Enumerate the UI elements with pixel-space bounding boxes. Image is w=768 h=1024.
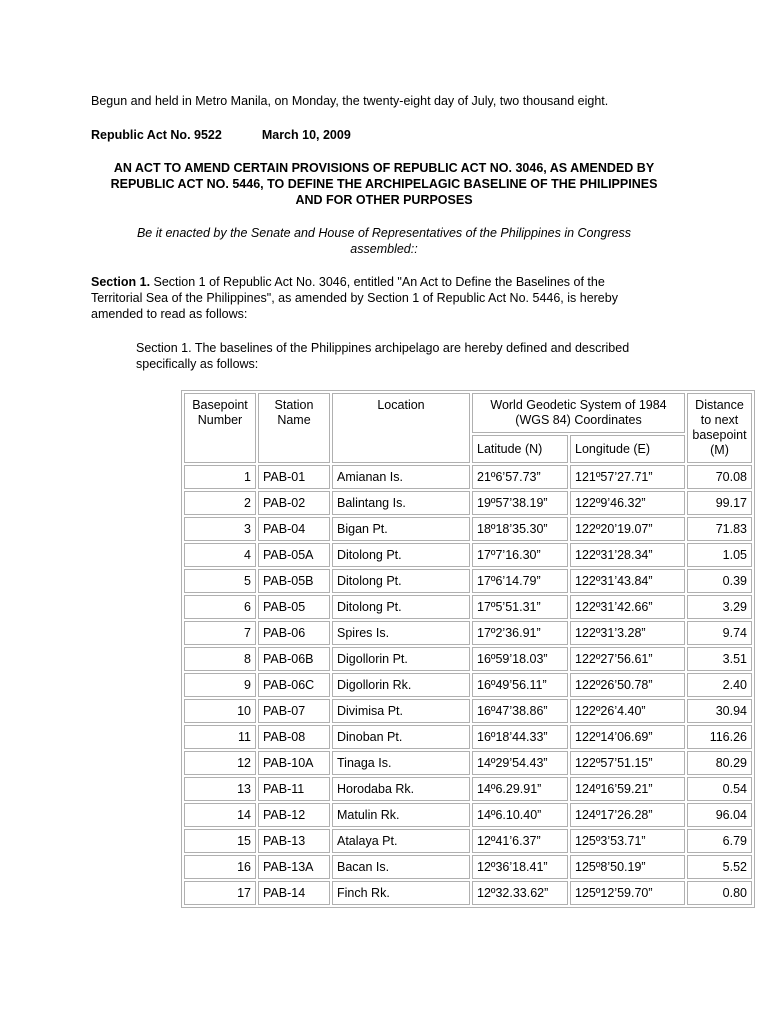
act-number: Republic Act No. 9522 <box>91 128 222 142</box>
basepoint-number-cell: 17 <box>184 881 256 905</box>
table-row <box>184 881 752 905</box>
distance-cell: 71.83 <box>687 517 752 541</box>
basepoint-number-cell: 15 <box>184 829 256 853</box>
table-row <box>184 725 752 749</box>
basepoint-number-cell: 12 <box>184 751 256 775</box>
header-basepoint-number: Basepoint Number <box>184 393 256 463</box>
distance-cell: 99.17 <box>687 491 752 515</box>
latitude-cell: 12º41’6.37” <box>472 829 568 853</box>
header-location: Location <box>332 393 470 463</box>
location-cell: Horodaba Rk. <box>332 777 470 801</box>
distance-cell: 30.94 <box>687 699 752 723</box>
latitude-cell: 12º36’18.41” <box>472 855 568 879</box>
station-name-cell: PAB-10A <box>258 751 330 775</box>
latitude-cell: 18º18’35.30” <box>472 517 568 541</box>
station-name-cell: PAB-02 <box>258 491 330 515</box>
basepoint-number-cell: 14 <box>184 803 256 827</box>
location-cell: Bigan Pt. <box>332 517 470 541</box>
section-1-text: Section 1 of Republic Act No. 3046, entitled "An Act to Define the Baselines of the Territorial Sea of the Philippines", as amended by Section 1 of Republic Act No. 5446, is hereby amended to read as follows: <box>91 275 618 321</box>
location-cell: Balintang Is. <box>332 491 470 515</box>
location-cell: Dinoban Pt. <box>332 725 470 749</box>
latitude-cell: 16º18’44.33” <box>472 725 568 749</box>
station-name-cell: PAB-13 <box>258 829 330 853</box>
station-name-cell: PAB-05A <box>258 543 330 567</box>
distance-cell: 3.29 <box>687 595 752 619</box>
location-cell: Matulin Rk. <box>332 803 470 827</box>
table-row <box>184 569 752 593</box>
table-row <box>184 751 752 775</box>
latitude-cell: 19º57’38.19” <box>472 491 568 515</box>
distance-cell: 1.05 <box>687 543 752 567</box>
longitude-cell: 124º16’59.21” <box>570 777 685 801</box>
distance-cell: 5.52 <box>687 855 752 879</box>
distance-cell: 116.26 <box>687 725 752 749</box>
longitude-cell: 125º12’59.70” <box>570 881 685 905</box>
latitude-cell: 16º47’38.86” <box>472 699 568 723</box>
basepoint-number-cell: 4 <box>184 543 256 567</box>
basepoint-number-cell: 6 <box>184 595 256 619</box>
longitude-cell: 122º31’42.66” <box>570 595 685 619</box>
distance-cell: 0.39 <box>687 569 752 593</box>
distance-cell: 2.40 <box>687 673 752 697</box>
header-longitude: Longitude (E) <box>570 435 685 463</box>
table-row <box>184 803 752 827</box>
distance-cell: 80.29 <box>687 751 752 775</box>
location-cell: Digollorin Rk. <box>332 673 470 697</box>
location-cell: Digollorin Pt. <box>332 647 470 671</box>
table-row <box>184 543 752 567</box>
basepoints-table <box>181 390 755 908</box>
table-row <box>184 699 752 723</box>
table-row <box>184 517 752 541</box>
station-name-cell: PAB-04 <box>258 517 330 541</box>
location-cell: Bacan Is. <box>332 855 470 879</box>
basepoint-number-cell: 10 <box>184 699 256 723</box>
longitude-cell: 122º9’46.32” <box>570 491 685 515</box>
station-name-cell: PAB-08 <box>258 725 330 749</box>
latitude-cell: 17º6’14.79” <box>472 569 568 593</box>
table-row <box>184 673 752 697</box>
longitude-cell: 122º57’51.15” <box>570 751 685 775</box>
header-wgs84: World Geodetic System of 1984 (WGS 84) Coordinates <box>472 393 685 433</box>
latitude-cell: 14º6.10.40” <box>472 803 568 827</box>
longitude-cell: 122º26’4.40” <box>570 699 685 723</box>
distance-cell: 0.80 <box>687 881 752 905</box>
basepoint-number-cell: 7 <box>184 621 256 645</box>
latitude-cell: 21º6’57.73” <box>472 465 568 489</box>
latitude-cell: 16º59’18.03” <box>472 647 568 671</box>
table-row <box>184 855 752 879</box>
longitude-cell: 122º20’19.07” <box>570 517 685 541</box>
longitude-cell: 124º17’26.28” <box>570 803 685 827</box>
act-title: AN ACT TO AMEND CERTAIN PROVISIONS OF REPUBLIC ACT NO. 3046, AS AMENDED BY REPUBLIC ACT NO. 5446, TO DEFINE THE ARCHIPELAGIC BASELINE OF THE PHILIPPINES AND FOR OTHER PURPOSES <box>110 161 658 207</box>
latitude-cell: 14º6.29.91” <box>472 777 568 801</box>
latitude-cell: 17º7’16.30” <box>472 543 568 567</box>
latitude-cell: 17º5’51.31” <box>472 595 568 619</box>
location-cell: Finch Rk. <box>332 881 470 905</box>
section-1-paragraph <box>91 274 651 322</box>
location-cell: Ditolong Pt. <box>332 569 470 593</box>
station-name-cell: PAB-11 <box>258 777 330 801</box>
basepoint-number-cell: 16 <box>184 855 256 879</box>
distance-cell: 3.51 <box>687 647 752 671</box>
basepoint-number-cell: 1 <box>184 465 256 489</box>
location-cell: Atalaya Pt. <box>332 829 470 853</box>
location-cell: Divimisa Pt. <box>332 699 470 723</box>
station-name-cell: PAB-06B <box>258 647 330 671</box>
location-cell: Ditolong Pt. <box>332 543 470 567</box>
longitude-cell: 125º3’53.71” <box>570 829 685 853</box>
longitude-cell: 122º26’50.78” <box>570 673 685 697</box>
latitude-cell: 17º2’36.91” <box>472 621 568 645</box>
longitude-cell: 122º31’43.84” <box>570 569 685 593</box>
station-name-cell: PAB-13A <box>258 855 330 879</box>
basepoint-number-cell: 8 <box>184 647 256 671</box>
table-row <box>184 829 752 853</box>
enacting-clause: Be it enacted by the Senate and House of Representatives of the Philippines in Congress assembled:: <box>136 226 632 256</box>
act-header <box>91 127 351 143</box>
station-name-cell: PAB-05B <box>258 569 330 593</box>
header-station-name: Station Name <box>258 393 330 463</box>
station-name-cell: PAB-01 <box>258 465 330 489</box>
table-row <box>184 595 752 619</box>
latitude-cell: 14º29’54.43” <box>472 751 568 775</box>
station-name-cell: PAB-07 <box>258 699 330 723</box>
intro-paragraph: Begun and held in Metro Manila, on Monday, the twenty-eight day of July, two thousand eight. <box>91 94 609 108</box>
basepoint-number-cell: 9 <box>184 673 256 697</box>
basepoint-number-cell: 5 <box>184 569 256 593</box>
basepoint-number-cell: 13 <box>184 777 256 801</box>
header-distance: Distance to next basepoint (M) <box>687 393 752 463</box>
table-row <box>184 777 752 801</box>
basepoint-number-cell: 2 <box>184 491 256 515</box>
distance-cell: 96.04 <box>687 803 752 827</box>
basepoint-number-cell: 3 <box>184 517 256 541</box>
latitude-cell: 12º32.33.62” <box>472 881 568 905</box>
distance-cell: 0.54 <box>687 777 752 801</box>
longitude-cell: 122º27’56.61” <box>570 647 685 671</box>
distance-cell: 9.74 <box>687 621 752 645</box>
station-name-cell: PAB-14 <box>258 881 330 905</box>
longitude-cell: 122º31’3.28” <box>570 621 685 645</box>
longitude-cell: 121º57’27.71” <box>570 465 685 489</box>
location-cell: Tinaga Is. <box>332 751 470 775</box>
location-cell: Amianan Is. <box>332 465 470 489</box>
table-row <box>184 621 752 645</box>
table-row <box>184 491 752 515</box>
station-name-cell: PAB-06 <box>258 621 330 645</box>
location-cell: Spires Is. <box>332 621 470 645</box>
table-row <box>184 465 752 489</box>
header-latitude: Latitude (N) <box>472 435 568 463</box>
location-cell: Ditolong Pt. <box>332 595 470 619</box>
basepoint-number-cell: 11 <box>184 725 256 749</box>
subsection-paragraph: Section 1. The baselines of the Philippines archipelago are hereby defined and described specifically as follows: <box>136 341 630 371</box>
latitude-cell: 16º49’56.11” <box>472 673 568 697</box>
longitude-cell: 122º14’06.69” <box>570 725 685 749</box>
station-name-cell: PAB-06C <box>258 673 330 697</box>
longitude-cell: 122º31’28.34” <box>570 543 685 567</box>
act-date: March 10, 2009 <box>261 128 351 142</box>
table-row <box>184 647 752 671</box>
distance-cell: 6.79 <box>687 829 752 853</box>
station-name-cell: PAB-12 <box>258 803 330 827</box>
section-1-label: Section 1. <box>91 275 151 289</box>
longitude-cell: 125º8’50.19” <box>570 855 685 879</box>
station-name-cell: PAB-05 <box>258 595 330 619</box>
basepoints-table-body <box>184 465 752 905</box>
distance-cell: 70.08 <box>687 465 752 489</box>
